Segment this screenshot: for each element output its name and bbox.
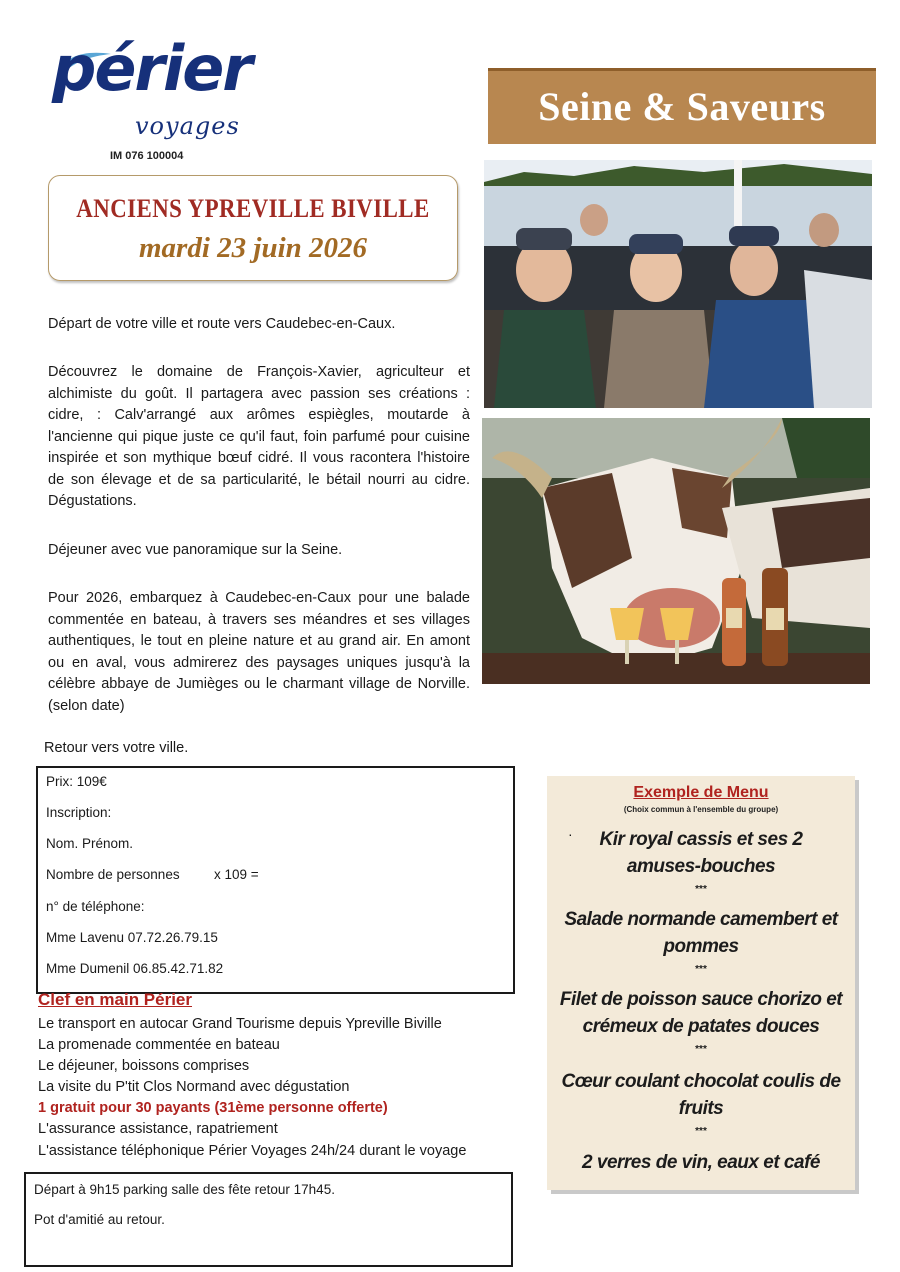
paragraph-return: Retour vers votre ville. — [44, 740, 189, 756]
included-item: L'assistance téléphonique Périer Voyages 24h/24 durant le voyage — [38, 1143, 467, 1159]
boat-passengers-photo — [484, 160, 872, 408]
persons-label: Nombre de personnes — [46, 867, 180, 882]
banner-title: Seine & Saveurs — [538, 84, 826, 129]
menu-subtitle: (Choix commun à l'ensemble du groupe) — [623, 805, 779, 814]
included-item: La visite du P'tit Clos Normand avec dégustation — [38, 1079, 350, 1095]
included-item: La promenade commentée en bateau — [38, 1037, 280, 1053]
menu-bullet: · — [568, 826, 573, 842]
price-multiplier: x 109 = — [214, 867, 259, 882]
menu-course: Salade normande camembert et pommes — [564, 909, 838, 957]
farewell-drink: Pot d'amitié au retour. — [34, 1212, 165, 1227]
phone-label: n° de téléphone: — [46, 899, 145, 914]
logo-brand: périer — [52, 32, 251, 105]
included-item: L'assurance assistance, rapatriement — [38, 1121, 278, 1137]
contact-lavenu: Mme Lavenu 07.72.26.79.15 — [46, 930, 218, 945]
menu-separator: *** — [695, 1126, 707, 1137]
included-item: Le déjeuner, boissons comprises — [38, 1058, 250, 1074]
schedule-box — [24, 1172, 513, 1267]
menu-title: Exemple de Menu — [633, 784, 769, 801]
included-item: Le transport en autocar Grand Tourisme depuis Ypreville Biville — [38, 1016, 442, 1032]
group-title: ANCIENS YPREVILLE BIVILLE — [76, 194, 430, 223]
menu-separator: *** — [695, 884, 707, 895]
paragraph-departure: Départ de votre ville et route vers Caudebec-en-Caux. — [48, 316, 396, 332]
license-number: IM 076 100004 — [110, 150, 184, 162]
inscription-label: Inscription: — [46, 805, 112, 820]
title-box — [48, 175, 458, 281]
menu-course: 2 verres de vin, eaux et café — [582, 1152, 820, 1173]
trip-date: mardi 23 juin 2026 — [138, 232, 368, 264]
menu-card — [547, 776, 855, 1190]
menu-course: Cœur coulant chocolat coulis de fruits — [561, 1071, 841, 1119]
free-place-offer: 1 gratuit pour 30 payants (31ème personne offerte) — [38, 1100, 388, 1116]
name-label: Nom. Prénom. — [46, 836, 134, 851]
departure-schedule: Départ à 9h15 parking salle des fête retour 17h45. — [34, 1182, 335, 1197]
menu-course: Filet de poisson sauce chorizo et crémeux de patates douces — [559, 989, 843, 1037]
paragraph-domaine: Découvrez le domaine de François-Xavier, agriculteur et alchimiste du goût. Il partagera avec passion ses créations : cidre, : Calv'arrangé aux arômes espiègles, moutarde à l'ancienne qui pique juste ce qu'il faut, foin parfumé pour cuisine inspirée et son mythique bœuf cidré. Il vous racontera l'histoire de son élevage et de sa particularité, le bétail nourri au cidre. Dégustations. — [48, 364, 470, 509]
registration-box — [36, 766, 515, 994]
menu-course: Kir royal cassis et ses 2 amuses-bouches — [599, 829, 803, 877]
contact-dumenil: Mme Dumenil 06.85.42.71.82 — [46, 961, 224, 976]
menu-separator: *** — [695, 964, 707, 975]
paragraph-boat: Pour 2026, embarquez à Caudebec-en-Caux pour une balade commentée en bateau, à travers ses méandres et ses villages authentiques, le tout en pleine nature et au grand air. En amont ou en aval, vous admirerez des paysages uniques jusqu'à la célèbre abbaye de Jumièges ou le charmant village de Norville. (selon date) — [48, 590, 470, 714]
menu-separator: *** — [695, 1044, 707, 1055]
clef-title: Clef en main Périer — [38, 990, 193, 1009]
logo-subtitle: voyages — [135, 112, 240, 140]
seine-saveurs-banner — [488, 68, 876, 144]
paragraph-lunch: Déjeuner avec vue panoramique sur la Seine. — [48, 542, 343, 558]
cow-cider-photo — [482, 418, 870, 684]
price: Prix: 109€ — [46, 774, 107, 789]
